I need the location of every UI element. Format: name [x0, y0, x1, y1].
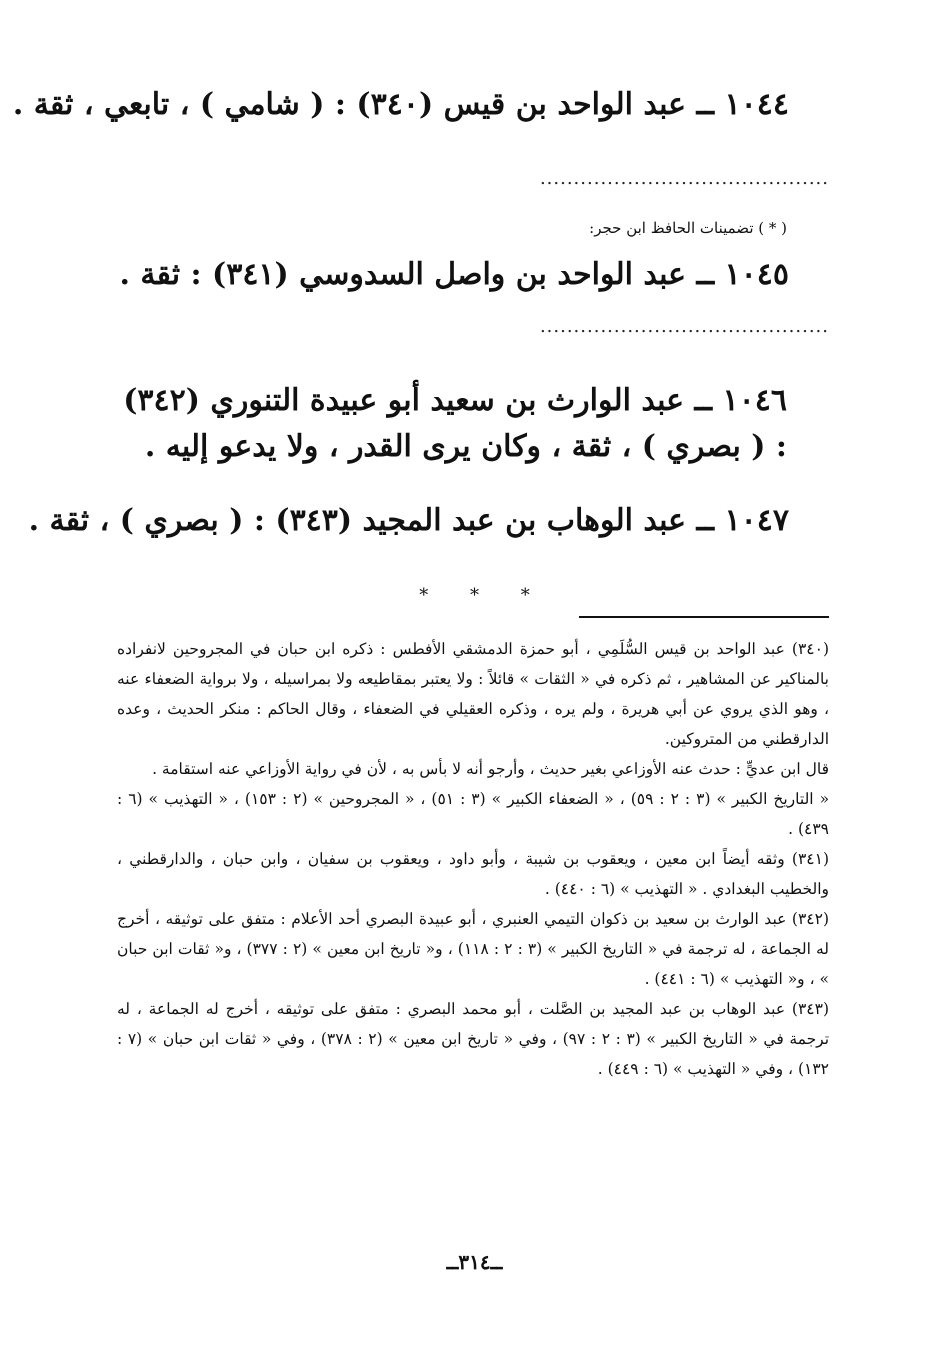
- star-mark: *: [470, 585, 479, 606]
- footnote-340-references: « التاريخ الكبير » (٣ : ٢ : ٥٩) ، « الضعفاء الكبير » (٣ : ٥١) ، « المجروحين » (٢ : ١٥٣) ، « التهذيب » (٦ : ٤٣٩) .: [117, 790, 830, 838]
- star-mark: *: [520, 585, 530, 606]
- footnote-342: (٣٤٢) عبد الوارث بن سعيد بن ذكوان التيمي العنبري ، أبو عبيدة البصري أحد الأعلام : متفق على توثيقه ، أخرج له الجماعة ، له ترجمة في « التاريخ الكبير » (٣ : ٢ : ١١٨) ، و« تاريخ ابن معين » (٢ : ٣٧٧) ، و« ثقات ابن حبان » ، و« التهذيب » (٦ : ٤٤١) .: [117, 910, 829, 988]
- footnote-343: (٣٤٣) عبد الوهاب بن عبد المجيد بن الصَّلت ، أبو محمد البصري : متفق على توثيقه ، أخرج له الجماعة ، له ترجمة في « التاريخ الكبير » (٣ : ٢ : ٩٧) ، وفي « تاريخ ابن معين » (٢ : ٣٧٨) ، وفي « ثقات ابن حبان » (٧ : ١٣٢) ، وفي « التهذيب » (٦ : ٤٤٩) .: [117, 1000, 830, 1078]
- footnote-340-continued: قال ابن عديٍّ : حدث عنه الأوزاعي بغير حديث ، وأرجو أنه لا بأس به ، لأن في رواية الأوزاعي عنه استقامة .: [152, 760, 829, 778]
- dotted-separator: ...........................................: [539, 168, 829, 189]
- page-number: ــ٣١٤ــ: [446, 1250, 503, 1274]
- dotted-separator: ...........................................: [539, 316, 829, 337]
- entry-1047: ١٠٤٧ ــ عبد الوهاب بن عبد المجيد (٣٤٣) : ( بصري ) ، ثقة .: [28, 503, 789, 538]
- section-stars: [0, 585, 949, 606]
- note-label: ( * ) تضمينات الحافظ ابن حجر:: [589, 219, 787, 237]
- entry-1044: ١٠٤٤ ــ عبد الواحد بن قيس (٣٤٠) : ( شامي ) ، تابعي ، ثقة .: [12, 87, 789, 122]
- footnote-divider: [579, 616, 829, 618]
- star-mark: *: [419, 585, 429, 606]
- entry-1045: ١٠٤٥ ــ عبد الواحد بن واصل السدوسي (٣٤١) : ثقة .: [119, 257, 789, 292]
- footnotes: [117, 634, 829, 1084]
- footnote-341: (٣٤١) وثقه أيضاً ابن معين ، ويعقوب بن شيبة ، وأبو داود ، ويعقوب بن سفيان ، وابن حبان ، والدارقطني ، والخطيب البغدادي . « التهذيب » (٦ : ٤٤٠) .: [117, 850, 829, 898]
- footnote-340: (٣٤٠) عبد الواحد بن قيس السُّلَمِي ، أبو حمزة الدمشقي الأفطس : ذكره ابن حبان في المجروحين لانفراده بالمناكير عن المشاهير ، ثم ذكره في « الثقات » قائلاً : ولا يعتبر بمقاطيعه ولا بمراسيله ، ولا برواية الضعفاء عنه ، وهو الذي يروي عن أبي هريرة ، ولم يره ، وذكره العقيلي في الضعفاء ، وقال الحاكم : منكر الحديث ، وعده الدارقطني من المتروكين.: [117, 640, 829, 748]
- entry-1046: ١٠٤٦ ــ عبد الوارث بن سعيد أبو عبيدة التنوري (٣٤٢) : ( بصري ) ، ثقة ، وكان يرى القدر ، ولا يدعو إليه .: [123, 383, 787, 464]
